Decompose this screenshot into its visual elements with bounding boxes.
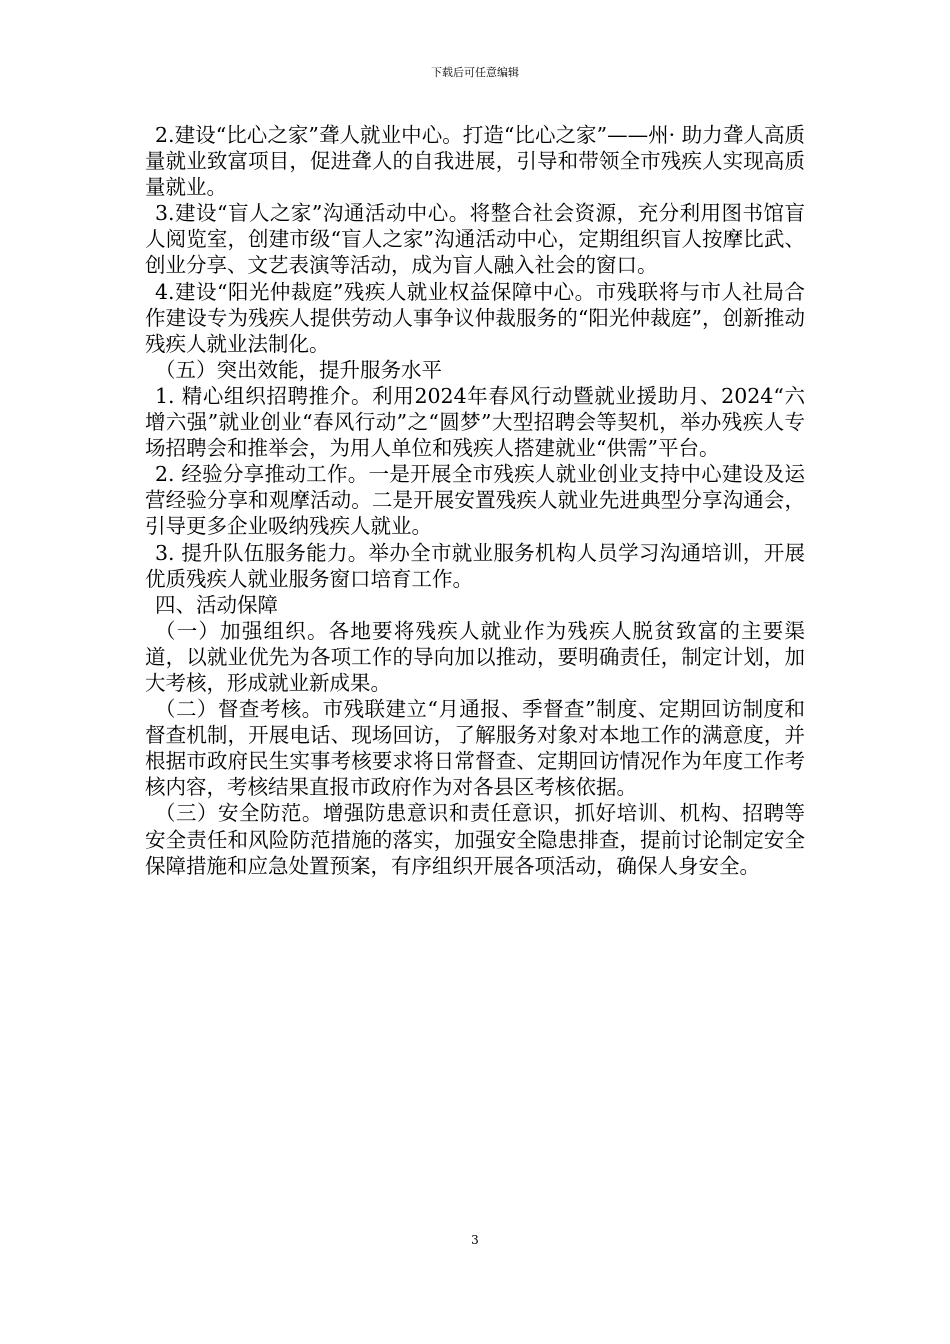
paragraph-safety: （三）安全防范。增强防患意识和责任意识，抓好培训、机构、招聘等安全责任和风险防范措施的落实，加强安全隐患排查，提前讨论制定安全保障措施和应急处置预案，有序组织开展各项活动，确保人身安全。 <box>145 801 805 878</box>
page-number: 3 <box>471 1233 479 1247</box>
paragraph-deaf-employment-center: 2.建设“比心之家”聋人就业中心。打造“比心之家”——州· 助力聋人高质量就业致富项目，促进聋人的自我进展，引导和带领全市残疾人实现高质量就业。 <box>145 123 805 200</box>
paragraph-blind-activity-center: 3.建设“盲人之家”沟通活动中心。将整合社会资源，充分利用图书馆盲人阅览室，创建市级“盲人之家”沟通活动中心，定期组织盲人按摩比武、创业分享、文艺表演等活动，成为盲人融入社会的窗口。 <box>145 201 805 278</box>
page-header-note: 下载后可任意编辑 <box>431 66 519 79</box>
section-heading-guarantee: 四、活动保障 <box>155 592 278 617</box>
paragraph-organization: （一）加强组织。各地要将残疾人就业作为残疾人脱贫致富的主要渠道，以就业优先为各项工作的导向加以推动，要明确责任，制定计划，加大考核，形成就业新成果。 <box>145 618 805 695</box>
paragraph-experience-sharing: 2. 经验分享推动工作。一是开展全市残疾人就业创业支持中心建设及运营经验分享和观摩活动。二是开展安置残疾人就业先进典型分享沟通会，引导更多企业吸纳残疾人就业。 <box>145 462 805 539</box>
document-body <box>145 122 805 879</box>
paragraph-supervision: （二）督查考核。市残联建立“月通报、季督查”制度、定期回访制度和督查机制，开展电话、现场回访，了解服务对象对本地工作的满意度，并根据市政府民生实事考核要求将日常督查、定期回访情况作为年度工作考核内容，考核结果直报市政府作为对各县区考核依据。 <box>145 697 805 800</box>
paragraph-team-capacity: 3. 提升队伍服务能力。举办全市就业服务机构人员学习沟通培训，开展优质残疾人就业服务窗口培育工作。 <box>145 540 805 591</box>
paragraph-sunshine-arbitration: 4.建设“阳光仲裁庭”残疾人就业权益保障中心。市残联将与市人社局合作建设专为残疾人提供劳动人事争议仲裁服务的“阳光仲裁庭”，创新推动残疾人就业法制化。 <box>145 279 805 356</box>
paragraph-recruitment: 1. 精心组织招聘推介。利用2024年春风行动暨就业援助月、2024“六增六强”就业创业“春风行动”之“圆梦”大型招聘会等契机，举办残疾人专场招聘会和推举会，为用人单位和残疾人搭建就业“供需”平台。 <box>145 383 805 461</box>
section-heading-efficiency: （五）突出效能，提升服务水平 <box>155 357 442 382</box>
